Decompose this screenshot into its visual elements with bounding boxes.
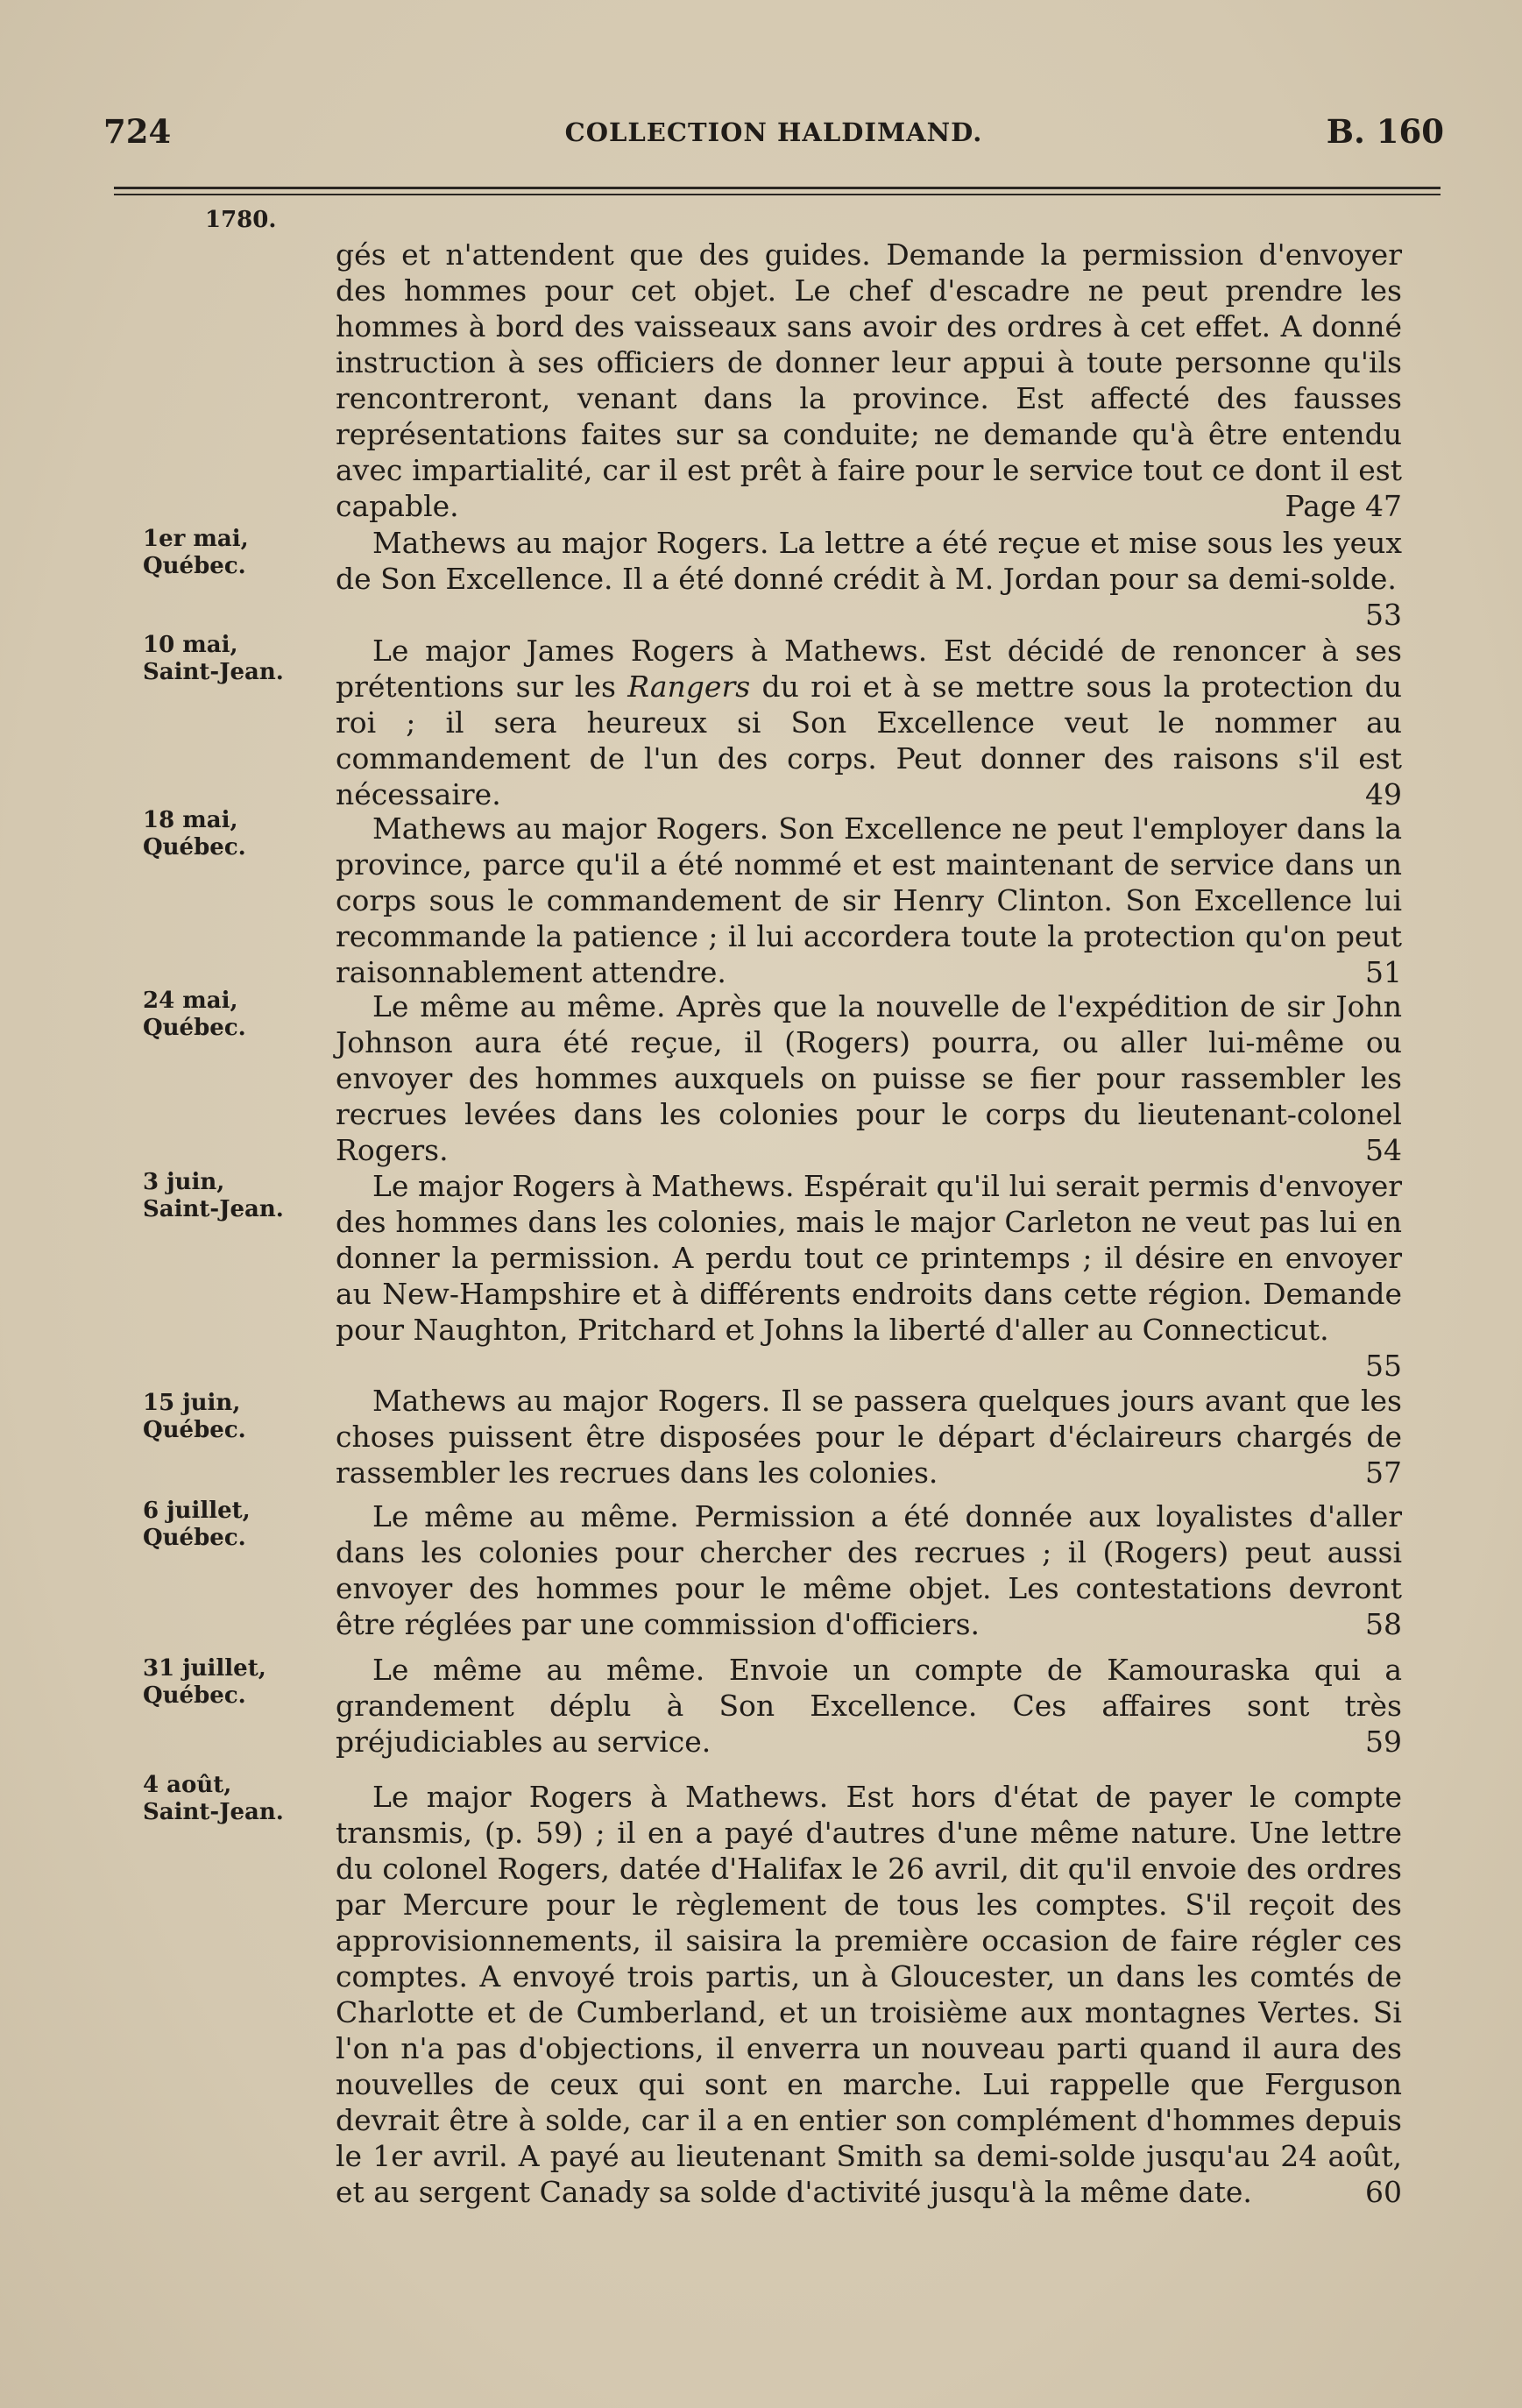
entry-place: Saint-Jean. — [143, 1799, 284, 1825]
entry-summary-end: du roi et à se mettre sous la protection du roi ; il sera heureux si Son Excellence veut le nommer au commandement de l'un des corps. Peut donner des raisons s'il est nécessaire. — [336, 669, 1403, 811]
year-label: 1780. — [205, 207, 277, 233]
entry-summary: Mathews au major Rogers. La lettre a été reçue et mise sous les yeux de Son Excellence. Il a été donné crédit à M. Jordan pour sa demi-solde. — [336, 526, 1402, 596]
page-reference: Page 47 — [1285, 489, 1402, 523]
page-reference: 55 — [1365, 1349, 1402, 1383]
page-reference: 53 — [1365, 598, 1402, 632]
entry-date-place — [143, 632, 318, 686]
page-reference: 51 — [1365, 955, 1402, 989]
calendar-entry-text — [336, 237, 1402, 524]
entry-place: Québec. — [143, 1525, 246, 1551]
page-reference: 49 — [1365, 777, 1402, 811]
page-reference: 59 — [1365, 1725, 1402, 1759]
calendar-entry-text — [336, 525, 1402, 633]
header-rule-top — [114, 187, 1441, 189]
entry-place: Québec. — [143, 1015, 246, 1041]
entry-date: 31 juillet, — [143, 1655, 266, 1682]
entry-summary: gés et n'attendent que des guides. Demande la permission d'envoyer des hommes pour cet objet. Le chef d'escadre ne peut prendre les hommes à bord des vaisseaux sans avoir des ordres à cet effet. A donné instruction à ses officiers de donner leur appui à toute personne qu'ils rencontreront, venant dans la province. Est affecté des fausses représentations faites sur sa conduite; ne demande qu'à être entendu avec impartialité, car il est prêt à faire pour le service tout ce dont il est capable. — [336, 237, 1402, 523]
calendar-entry-text — [336, 1498, 1402, 1642]
entry-date-place — [143, 1390, 318, 1444]
entry-date-place — [143, 988, 318, 1042]
entry-date: 1er mai, — [143, 526, 249, 552]
entry-date: 10 mai, — [143, 632, 238, 658]
entry-date: 6 juillet, — [143, 1498, 251, 1524]
entry-place: Saint-Jean. — [143, 1196, 284, 1222]
calendar-entry-text — [336, 1779, 1402, 2210]
entry-date: 4 août, — [143, 1772, 232, 1798]
volume-reference: B. 160 — [1326, 112, 1444, 151]
entry-summary: Le même au même. Après que la nouvelle de l'expédition de sir John Johnson aura été reçue, il (Rogers) pourra, ou aller lui-même ou envoyer des hommes auxquels on puisse se fier pour rassembler les recrues levées dans les colonies pour le corps du lieutenant-colonel Rogers. — [336, 989, 1402, 1167]
calendar-entry-text — [336, 1168, 1402, 1384]
entry-place: Québec. — [143, 834, 246, 861]
entry-place: Saint-Jean. — [143, 659, 284, 685]
page-reference: 54 — [1365, 1133, 1402, 1167]
entry-place: Québec. — [143, 1682, 246, 1709]
entry-date-place — [143, 526, 318, 580]
entry-date-place — [143, 1169, 318, 1223]
entry-place: Québec. — [143, 553, 246, 579]
calendar-entry-text — [336, 1383, 1402, 1491]
page-reference: 58 — [1365, 1607, 1402, 1641]
calendar-entry-text — [336, 988, 1402, 1168]
page-number: 724 — [103, 112, 172, 151]
calendar-entry-text — [336, 1652, 1402, 1760]
entry-date: 3 juin, — [143, 1169, 225, 1195]
entry-summary: Le même au même. Envoie un compte de Kamouraska qui a grandement déplu à Son Excellence. Ces affaires sont très préjudiciables au service. — [336, 1653, 1402, 1759]
entry-summary: Le major Rogers à Mathews. Espérait qu'il lui serait permis d'envoyer des hommes dans les colonies, mais le major Carleton ne veut pas lui en donner la permission. A perdu tout ce printemps ; il désire en envoyer au New-Hampshire et à différents endroits dans cette région. Demande pour Naughton, Pritchard et Johns la liberté d'aller au Connecticut. — [336, 1169, 1402, 1347]
entry-date-place — [143, 1655, 318, 1710]
calendar-entry-text — [336, 633, 1402, 812]
entry-date-place — [143, 1772, 318, 1826]
page-reference: 57 — [1365, 1455, 1402, 1490]
entry-summary: Le même au même. Permission a été donnée aux loyalistes d'aller dans les colonies pour chercher des recrues ; il (Rogers) peut aussi envoyer des hommes pour le même objet. Les contestations devront être réglées par une commission d'officiers. — [336, 1499, 1402, 1641]
entry-date: 18 mai, — [143, 807, 238, 833]
calendar-entry-text — [336, 811, 1402, 990]
page-reference: 60 — [1365, 2175, 1402, 2209]
entry-date-place — [143, 1498, 318, 1552]
running-title: COLLECTION HALDIMAND. — [564, 117, 983, 147]
entry-date-place — [143, 807, 318, 861]
entry-summary-start: Le major James Rogers à Mathews. Est décidé de renoncer à ses prétentions sur les — [336, 634, 1402, 704]
entry-summary: Le major Rogers à Mathews. Est hors d'état de payer le compte transmis, (p. 59) ; il en a payé d'autres d'une même nature. Une lettre du colonel Rogers, datée d'Halifax le 26 avril, dit qu'il envoie des ordres par Mercure pour le règlement de tous les comptes. S'il reçoit des approvisionnements, il saisira la première occasion de faire régler ces comptes. A envoyé trois partis, un à Gloucester, un dans les comtés de Charlotte et de Cumberland, et un troisième aux montagnes Vertes. Si l'on n'a pas d'objections, il enverra un nouveau parti quand il aura des nouvelles de ceux qui sont en marche. Lui rappelle que Ferguson devrait être à solde, car il a en entier son complément d'hommes depuis le 1er avril. A payé au lieutenant Smith sa demi-solde jusqu'au 24 août, et au sergent Canady sa solde d'activité jusqu'à la même date. — [336, 1780, 1402, 2209]
entry-summary: Mathews au major Rogers. Son Excellence ne peut l'employer dans la province, parce qu'il a été nommé et est maintenant de service dans un corps sous le commandement de sir Henry Clinton. Son Excellence lui recommande la patience ; il lui accordera toute la protection qu'on peut raisonnablement attendre. — [336, 811, 1402, 989]
entry-date: 15 juin, — [143, 1390, 241, 1416]
entry-date: 24 mai, — [143, 988, 238, 1014]
entry-summary: Mathews au major Rogers. Il se passera quelques jours avant que les choses puissent être disposées pour le départ d'éclaireurs chargés de rassembler les recrues dans les colonies. — [336, 1384, 1402, 1490]
page-header — [103, 105, 1444, 158]
entry-place: Québec. — [143, 1417, 246, 1443]
header-rule-bottom — [114, 194, 1441, 195]
entry-summary-italic: Rangers — [627, 669, 751, 704]
